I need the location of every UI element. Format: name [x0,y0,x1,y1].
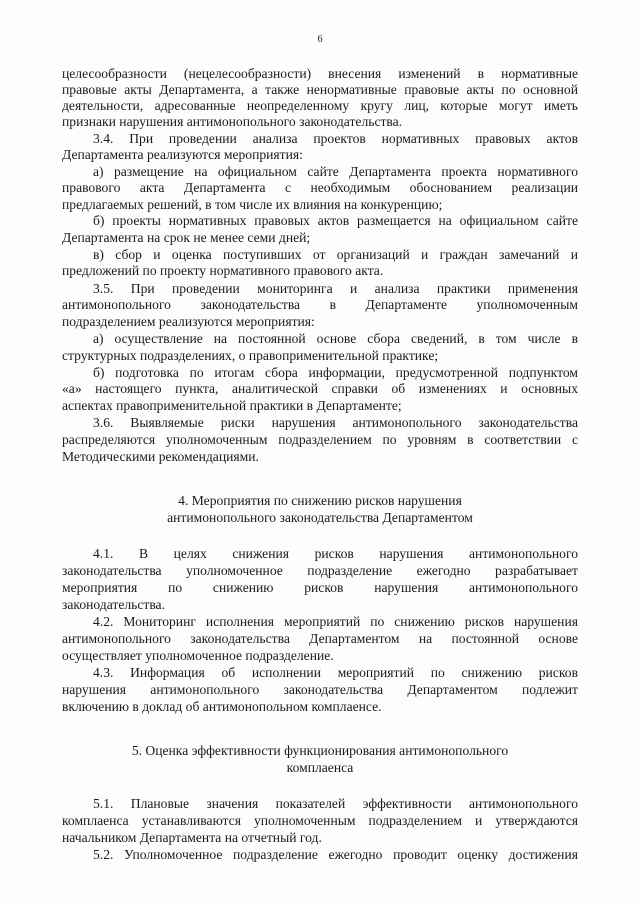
text-line: начальником Департамента на отчетный год. [62,830,322,845]
text-line: 5.1. Плановые значения показателей эффективности антимонопольного [93,796,578,811]
text-line: 3.4. При проведении анализа проектов нормативных правовых актов [93,131,578,146]
text-line: Департамента реализуются мероприятия: [62,147,303,162]
text-line: Департамента на срок не менее семи дней; [62,230,311,245]
text-line: признаки нарушения антимонопольного законодательства. [62,114,403,129]
text-line: предлагаемых решений, в том числе их влияния на конкуренцию; [62,197,443,212]
text-line: осуществляет уполномоченное подразделение. [62,648,334,663]
text-line: в) сбор и оценка поступивших от организаций и граждан замечаний и [93,247,578,262]
text-line: антимонопольного законодательства в Департаменте уполномоченным [62,297,578,312]
text-line: 4.3. Информация об исполнении мероприятий по снижению рисков [93,665,578,680]
text-line: 4.1. В целях снижения рисков нарушения антимонопольного [93,546,578,561]
page-number: 6 [317,34,323,45]
text-line: Методическими рекомендациями. [62,449,259,464]
text-line: аспектах правоприменительной практики в Департаменте; [62,398,402,413]
text-line: структурных подразделениях, о правоприменительной практике; [62,348,439,363]
text-line: 3.5. При проведении мониторинга и анализа практики применения [93,281,578,296]
text-line: «а» настоящего пункта, аналитической справки об изменениях и основных [62,381,578,396]
text-line: правовые акты Департамента, а также ненормативные правовые акты по основной [62,82,578,97]
text-line: правового акта Департамента с необходимым обоснованием реализации [62,180,578,195]
text-line: антимонопольного законодательства Департаментом на постоянной основе [62,631,578,646]
text-line: подразделением реализуются мероприятия: [62,314,315,329]
text-line: 5.2. Уполномоченное подразделение ежегодно проводит оценку достижения [93,847,578,862]
text-line: б) подготовка по итогам сбора информации, предусмотренной подпунктом [93,365,578,380]
section-heading: 4. Мероприятия по снижению рисков нарушения [178,493,462,508]
text-line: законодательства. [62,597,165,612]
text-line: распределяются уполномоченным подразделением по уровням в соответствии с [62,432,578,447]
text-line: 4.2. Мониторинг исполнения мероприятий по снижению рисков нарушения [93,614,578,629]
text-line: б) проекты нормативных правовых актов размещается на официальном сайте [93,213,578,228]
section-heading: комплаенса [286,760,354,775]
text-line: законодательства уполномоченное подразделение ежегодно разрабатывает [62,563,578,578]
text-line: а) осуществление на постоянной основе сбора сведений, в том числе в [93,331,578,346]
text-line: предложений по проекту нормативного правового акта. [62,263,384,278]
text-line: включению в доклад об антимонопольном комплаенсе. [62,699,382,714]
text-line: нарушения антимонопольного законодательства Департаментом подлежит [62,682,578,697]
section-heading: антимонопольного законодательства Департаментом [167,510,473,525]
text-line: 3.6. Выявляемые риски нарушения антимонопольного законодательства [93,415,578,430]
section-heading: 5. Оценка эффективности функционирования антимонопольного [131,743,509,758]
text-line: мероприятия по снижению рисков нарушения антимонопольного [62,580,578,595]
text-line: деятельности, адресованные неопределенному кругу лиц, которые могут иметь [62,98,578,113]
text-line: комплаенса устанавливаются уполномоченным подразделением и утверждаются [62,813,578,828]
text-line: а) размещение на официальном сайте Департамента проекта нормативного [93,164,578,179]
text-line: целесообразности (нецелесообразности) внесения изменений в нормативные [62,66,578,81]
